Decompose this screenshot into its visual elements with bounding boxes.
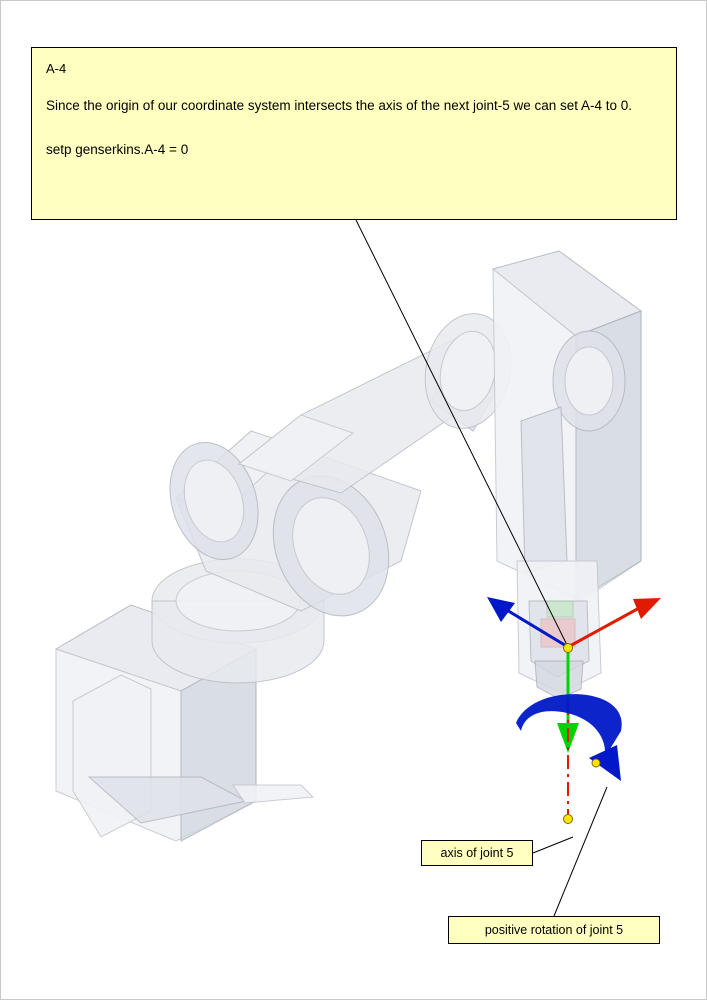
leader-line-axis-label <box>533 837 573 853</box>
label-positive-rotation-joint-5: positive rotation of joint 5 <box>448 916 660 944</box>
note-code: setp genserkins.A-4 = 0 <box>46 141 189 157</box>
label-axis-of-joint-5: axis of joint 5 <box>421 840 533 866</box>
note-callout-a4 <box>31 47 677 220</box>
robot-wrist-lower <box>517 561 601 699</box>
note-title: A-4 <box>46 61 67 76</box>
leader-line-rotation-label <box>554 787 607 916</box>
note-body: Since the origin of our coordinate system intersects the axis of the next joint-5 we can set A-4 to 0. <box>46 98 633 114</box>
robot-wrist-housing <box>493 251 641 601</box>
